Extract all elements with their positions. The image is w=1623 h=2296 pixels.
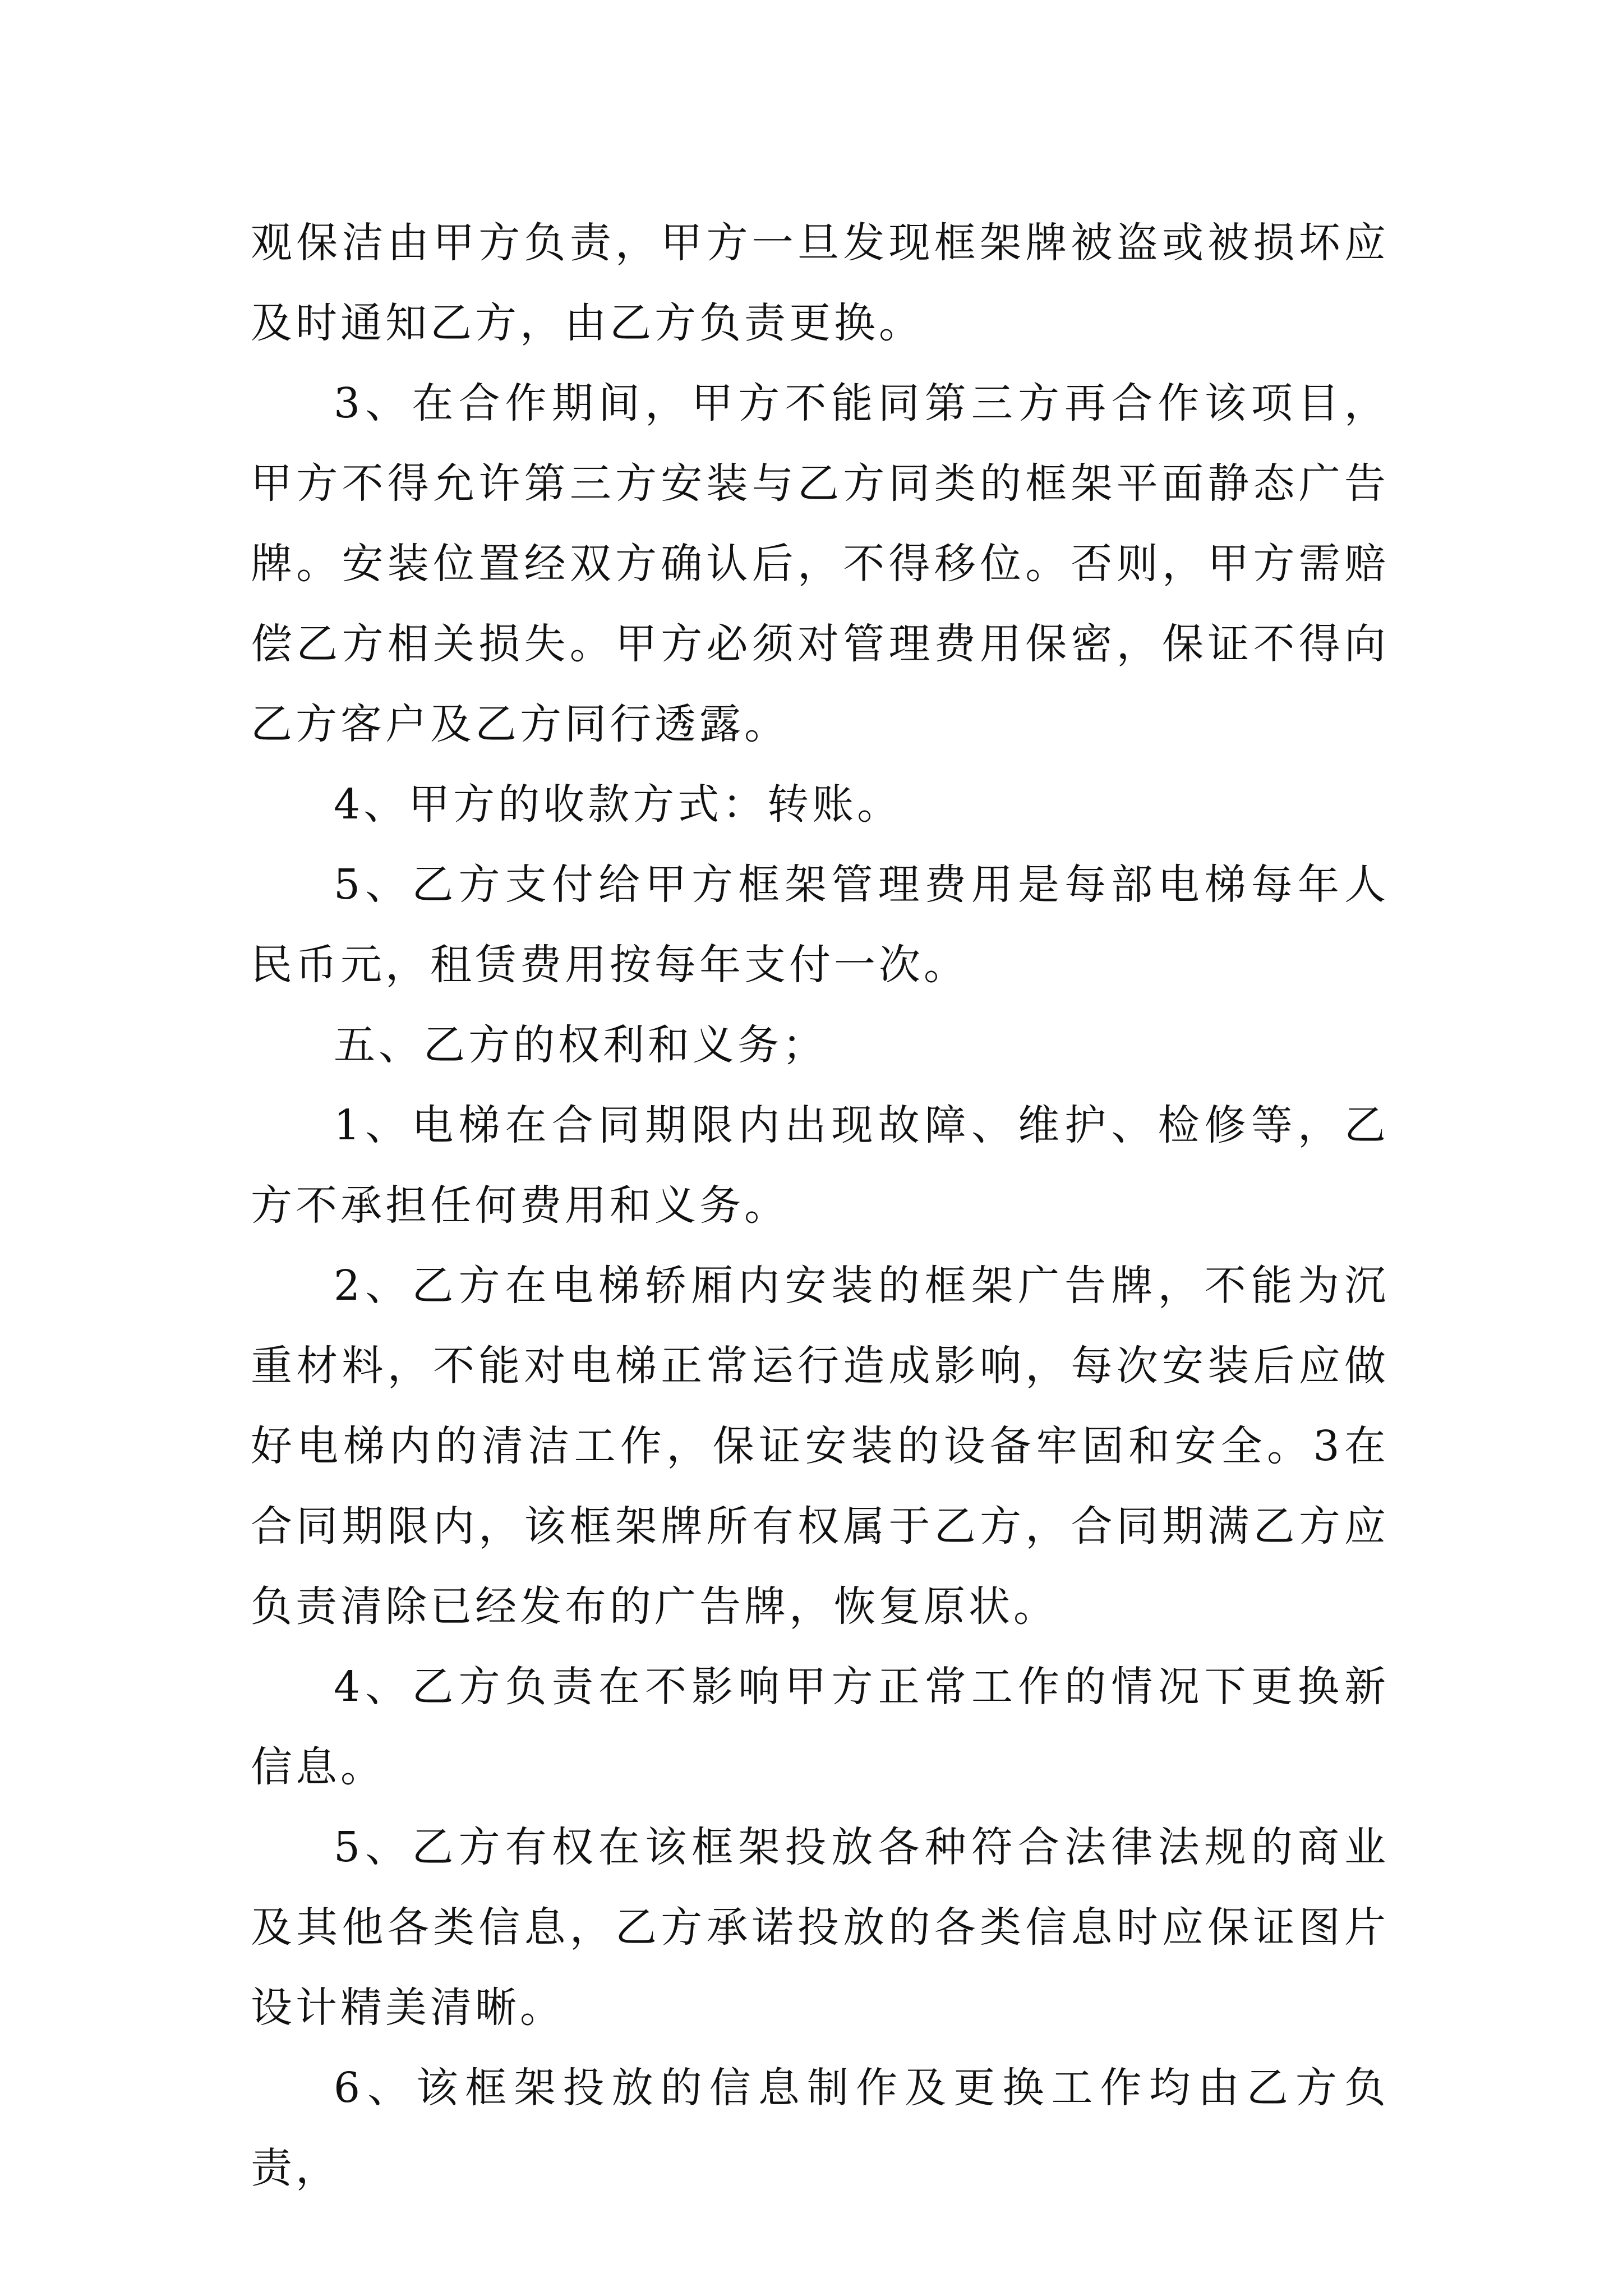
paragraph-b-clause-6: 6、该框架投放的信息制作及更换工作均由乙方负责， [251,2064,1389,2192]
paragraph-clause-5: 5、乙方支付给甲方框架管理费用是每部电梯每年人民币元，租赁费用按每年支付一次。 [251,861,1389,989]
paragraph-continuation: 观保洁由甲方负责，甲方一旦发现框架牌被盗或被损坏应及时通知乙方，由乙方负责更换。 [251,219,1389,347]
paragraph-clause-4: 4、甲方的收款方式：转账。 [334,780,902,829]
paragraph-b-clause-2: 2、乙方在电梯轿厢内安装的框架广告牌，不能为沉重材料，不能对电梯正常运行造成影响，每次安装后应做好电梯内的清洁工作，保证安装的设备牢固和安全。3在合同期限内，该框架牌所有权属于乙方，合同期满乙方应负责清除已经发布的广告牌，恢复原状。 [251,1262,1389,1631]
section-heading-party-b-rights: 五、乙方的权利和义务； [334,1021,827,1069]
document-body [251,203,1389,2208]
paragraph-b-clause-1: 1、电梯在合同期限内出现故障、维护、检修等，乙方不承担任何费用和义务。 [251,1101,1389,1230]
paragraph-b-clause-4: 4、乙方负责在不影响甲方正常工作的情况下更换新信息。 [251,1663,1389,1791]
paragraph-b-clause-5: 5、乙方有权在该框架投放各种符合法律法规的商业及其他各类信息，乙方承诺投放的各类信息时应保证图片设计精美清晰。 [251,1823,1389,2032]
paragraph-clause-3: 3、在合作期间，甲方不能同第三方再合作该项目，甲方不得允许第三方安装与乙方同类的框架平面静态广告牌。安装位置经双方确认后，不得移位。否则，甲方需赔偿乙方相关损失。甲方必须对管理费用保密，保证不得向乙方客户及乙方同行透露。 [251,379,1389,748]
